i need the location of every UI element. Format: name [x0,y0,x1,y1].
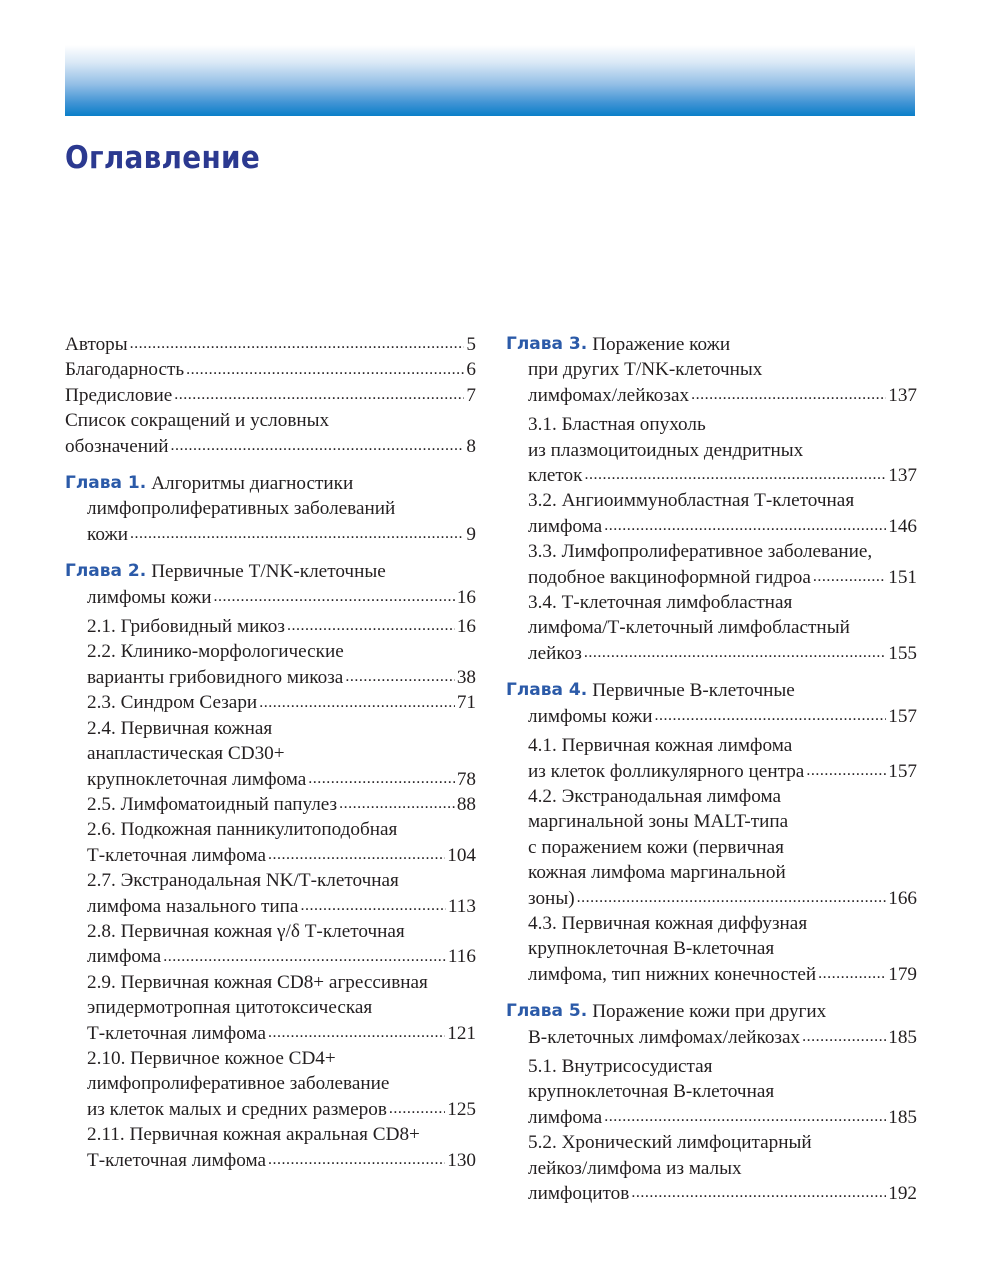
entry-title: лимфома, тип нижних конечностей [528,963,817,985]
entry-title: с поражением кожи (первичная [528,836,784,858]
leader-dots [691,383,886,408]
toc-chapter-4[interactable] [506,678,917,729]
entry-line [87,1046,476,1071]
toc-entry-front[interactable] [65,408,476,459]
entry-line [87,665,476,690]
entry-title: лимфомы кожи [528,705,653,727]
entry-title: лимфома [87,946,162,968]
leader-dots [213,585,454,610]
leader-dots [604,514,886,539]
toc-section[interactable] [65,868,476,919]
entry-title: из плазмоцитоидных дендритных [528,439,804,461]
entry-line [87,995,476,1020]
entry-title: Поражение кожи [592,334,731,355]
entry-title: Поражение кожи при других [592,1001,827,1023]
entry-title: 5.1. Внутрисосудистая [528,1055,713,1077]
leader-dots [268,1021,445,1046]
entry-line [528,1054,917,1079]
entry-title: крупноклеточная лимфома [87,768,307,790]
leader-dots [345,665,454,690]
entry-line [65,585,476,610]
entry-line [528,759,917,784]
toc-section[interactable] [65,614,476,639]
entry-line [87,1021,476,1046]
entry-title: Первичные В-клеточные [592,680,795,702]
page-number: 151 [888,566,917,588]
entry-line [528,438,917,463]
entry-line [528,641,917,666]
entry-title: зоны) [528,887,575,909]
toc-section[interactable] [506,488,917,539]
leader-dots [818,962,886,987]
toc-chapter-5[interactable] [506,999,917,1050]
entry-line [528,539,917,564]
entry-title: из клеток малых и средних размеров [87,1098,387,1120]
page-number: 137 [888,384,917,406]
leader-dots [339,792,455,817]
entry-title: кожи [87,523,128,545]
entry-title: 4.1. Первичная кожная лимфома [528,735,793,757]
entry-line [528,488,917,513]
entry-title: лимфопролиферативное заболевание [87,1073,390,1095]
toc-section[interactable] [506,539,917,590]
page-number: 38 [456,666,476,688]
page-number: 185 [888,1106,917,1128]
entry-title: Т-клеточная лимфома [87,1149,266,1171]
toc-section[interactable] [65,919,476,970]
entry-line [506,332,917,357]
entry-title: лимфоцитов [528,1183,630,1204]
page-number: 6 [466,359,476,381]
page-number: 155 [888,642,917,664]
entry-title: Благодарность [65,359,185,381]
entry-line [87,690,476,715]
entry-title: 2.5. Лимфоматоидный папулез [87,793,338,815]
leader-dots [806,759,886,784]
entry-title: лимфома назального типа [87,895,299,917]
entry-title: лейкоз [528,642,582,664]
toc-section[interactable] [65,792,476,817]
toc-section[interactable] [65,817,476,868]
entry-title: 3.3. Лимфопролиферативное заболевание, [528,541,873,563]
leader-dots [268,843,445,868]
entry-line [528,835,917,860]
toc-chapter-3[interactable] [506,332,917,408]
entry-title: 3.2. Ангиоиммунобластная Т-клеточная [528,490,855,512]
entry-line [528,1181,917,1206]
entry-line [528,514,917,539]
entry-line [87,970,476,995]
entry-line [528,1105,917,1130]
entry-title: В-клеточных лимфомах/лейкозах [528,1026,801,1048]
entry-line [528,615,917,640]
entry-line [65,383,476,408]
entry-line [65,559,476,584]
toc-section[interactable] [506,590,917,666]
entry-line [528,565,917,590]
entry-line [87,792,476,817]
entry-line [528,463,917,488]
entry-line [528,886,917,911]
leader-dots [163,944,446,969]
toc-section[interactable] [506,733,917,784]
entry-title: эпидермотропная цитотоксическая [87,997,373,1019]
entry-line [506,357,917,382]
entry-line [528,1130,917,1155]
entry-line [87,944,476,969]
entry-title: 4.3. Первичная кожная диффузная [528,912,808,934]
entry-title: маргинальной зоны MALT-типа [528,811,789,833]
entry-title: Алгоритмы диагностики [151,473,354,495]
entry-line [87,894,476,919]
toc-section[interactable] [65,1122,476,1173]
entry-line [87,817,476,842]
entry-title: 2.11. Первичная кожная акральная CD8+ [87,1124,420,1146]
entry-line [506,678,917,703]
entry-line [506,1025,917,1050]
toc-chapter-1[interactable] [65,471,476,547]
entry-title: 2.3. Синдром Сезари [87,692,258,714]
entry-line [87,741,476,766]
entry-title: 2.9. Первичная кожная CD8+ агрессивная [87,971,428,993]
entry-title: крупноклеточная В-клеточная [528,1081,775,1103]
entry-title: Т-клеточная лимфома [87,1022,266,1044]
entry-line [87,1071,476,1096]
page-number: 88 [456,793,476,815]
leader-dots [584,641,886,666]
page-number: 16 [456,586,476,608]
entry-title: кожная лимфома маргинальной [528,862,786,884]
entry-line [65,471,476,496]
page-number: 113 [447,895,476,917]
page-number: 146 [888,515,917,537]
chapter-label: Глава 4. [506,680,588,701]
leader-dots [308,767,455,792]
entry-line [528,860,917,885]
entry-line [528,1156,917,1181]
page-number: 166 [888,887,917,909]
entry-title: Предисловие [65,384,173,406]
entry-line [528,936,917,961]
entry-line [528,784,917,809]
entry-title: 2.2. Клинико-морфологические [87,641,344,663]
entry-title: 3.4. Т-клеточная лимфобластная [528,592,793,614]
leader-dots [287,614,455,639]
page-number: 9 [466,523,476,545]
chapter-label: Глава 5. [506,1001,588,1022]
page-number: 16 [456,616,476,638]
entry-title: Авторы [65,334,128,355]
page-number: 179 [888,963,917,985]
entry-line [87,1097,476,1122]
entry-title: 2.4. Первичная кожная [87,717,273,739]
page-number: 5 [466,334,476,355]
toc-section[interactable] [506,911,917,987]
leader-dots [389,1097,445,1122]
toc-section[interactable] [65,639,476,690]
entry-line [87,716,476,741]
entry-title: 3.1. Бластная опухоль [528,414,706,436]
entry-title: лимфопролиферативных заболеваний [87,498,396,520]
entry-line [506,999,917,1024]
chapter-label: Глава 3. [506,334,588,354]
entry-line [87,868,476,893]
entry-title: лимфома [528,1106,603,1128]
chapter-label: Глава 2. [65,561,147,582]
page-number: 104 [447,844,476,866]
entry-line [65,522,476,547]
leader-dots [130,522,464,547]
entry-title: лимфомах/лейкозах [528,384,690,406]
toc-column-left [65,332,476,1173]
toc-column-right [506,332,917,1206]
page-number: 185 [888,1026,917,1048]
leader-dots [802,1025,886,1050]
entry-title: Т-клеточная лимфома [87,844,266,866]
entry-title: при других T/NK-клеточных [528,359,763,381]
entry-line [528,962,917,987]
page-number: 157 [888,705,917,727]
toc-section[interactable] [506,1054,917,1130]
entry-title: Список сокращений и условных [65,410,330,432]
leader-dots [186,357,464,382]
entry-line [65,496,476,521]
page-number: 157 [888,760,917,782]
toc-entry-front[interactable] [65,357,476,382]
page-number: 116 [447,946,476,968]
entry-title: 5.2. Хронический лимфоцитарный [528,1132,812,1154]
entry-line [87,614,476,639]
toc-section[interactable] [65,690,476,715]
toc-chapter-2[interactable] [65,559,476,610]
leader-dots [631,1181,886,1206]
entry-line [87,639,476,664]
entry-line [506,383,917,408]
chapter-label: Глава 1. [65,473,147,494]
entry-line [65,408,476,433]
page-title: Оглавление [65,140,261,176]
entry-title: Первичные T/NK-клеточные [151,561,386,583]
toc-section[interactable] [65,1046,476,1122]
entry-title: клеток [528,465,583,487]
page-number: 78 [456,768,476,790]
entry-line [65,332,476,357]
entry-line [528,1079,917,1104]
page-number: 192 [888,1183,917,1204]
entry-title: из клеток фолликулярного центра [528,760,805,782]
entry-title: 4.2. Экстранодальная лимфома [528,785,781,807]
entry-title: 2.1. Грибовидный микоз [87,616,285,638]
entry-title: лейкоз/лимфома из малых [528,1157,742,1179]
toc-entry-front[interactable] [65,383,476,408]
entry-title: лимфома [528,515,603,537]
leader-dots [268,1148,445,1173]
toc-section[interactable] [65,716,476,792]
page-number: 121 [447,1022,476,1044]
toc-section[interactable] [506,1130,917,1206]
entry-title: 2.10. Первичное кожное CD4+ [87,1047,336,1069]
entry-line [87,1148,476,1173]
page-number: 130 [447,1149,476,1171]
entry-line [528,911,917,936]
entry-title: лимфомы кожи [87,586,212,608]
entry-line [528,809,917,834]
entry-title: подобное вакциноформной гидроа [528,566,811,588]
toc-entry-front[interactable] [65,332,476,357]
entry-title: анапластическая CD30+ [87,743,285,765]
leader-dots [259,690,455,715]
page-number: 125 [447,1098,476,1120]
page-number: 137 [888,465,917,487]
entry-title: 2.6. Подкожная панникулитоподобная [87,819,398,841]
entry-line [87,1122,476,1147]
entry-line [528,412,917,437]
leader-dots [130,332,465,357]
leader-dots [300,894,445,919]
leader-dots [174,383,464,408]
entry-title: крупноклеточная В-клеточная [528,938,775,960]
leader-dots [584,463,886,488]
entry-line [87,919,476,944]
toc-section[interactable] [506,412,917,488]
leader-dots [604,1105,886,1130]
entry-title: варианты грибовидного микоза [87,666,344,688]
entry-title: 2.7. Экстранодальная NK/Т-клеточная [87,870,399,892]
entry-title: лимфома/Т-клеточный лимфобластный [528,617,850,639]
entry-line [65,357,476,382]
page-number: 71 [456,692,476,714]
leader-dots [577,886,887,911]
entry-line [528,733,917,758]
entry-line [528,590,917,615]
page-number: 8 [466,435,476,457]
leader-dots [654,704,886,729]
page-number: 7 [466,384,476,406]
entry-line [506,704,917,729]
entry-line [87,767,476,792]
entry-title: обозначений [65,435,169,457]
toc-section[interactable] [65,970,476,1046]
header-banner [65,45,915,116]
entry-title: 2.8. Первичная кожная γ/δ Т-клеточная [87,920,405,942]
entry-line [87,843,476,868]
toc-section[interactable] [506,784,917,911]
leader-dots [813,565,886,590]
entry-line [65,434,476,459]
leader-dots [171,434,465,459]
